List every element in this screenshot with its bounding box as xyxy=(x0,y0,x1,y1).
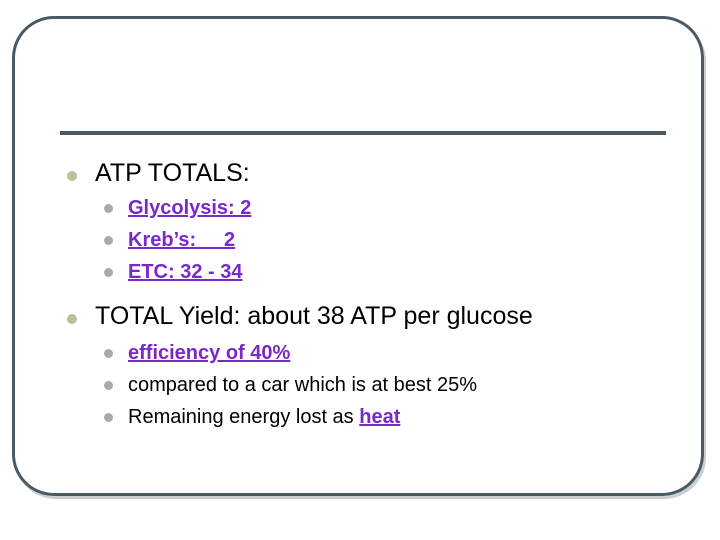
bullet-dot xyxy=(104,349,113,358)
krebs-link[interactable]: Kreb’s: 2 xyxy=(128,229,236,251)
bullet-dot xyxy=(104,413,113,422)
atp-totals-heading: ATP TOTALS: xyxy=(95,159,250,187)
remaining-energy-item xyxy=(128,405,400,429)
title-divider xyxy=(60,131,666,135)
etc-link[interactable]: ETC: 32 - 34 xyxy=(128,261,243,283)
remaining-energy-text: Remaining energy lost as xyxy=(128,406,360,428)
bullet-dot xyxy=(67,171,77,181)
efficiency-link[interactable]: efficiency of 40% xyxy=(128,342,291,364)
car-comparison-text: compared to a car which is at best 25% xyxy=(128,374,478,396)
bullet-dot xyxy=(104,204,113,213)
glycolysis-link[interactable]: Glycolysis: 2 xyxy=(128,197,252,219)
bullet-dot xyxy=(104,236,113,245)
total-yield-heading: TOTAL Yield: about 38 ATP per glucose xyxy=(95,302,533,330)
heat-link[interactable]: heat xyxy=(359,406,401,428)
bullet-dot xyxy=(104,268,113,277)
bullet-dot xyxy=(67,314,77,324)
bullet-dot xyxy=(104,381,113,390)
